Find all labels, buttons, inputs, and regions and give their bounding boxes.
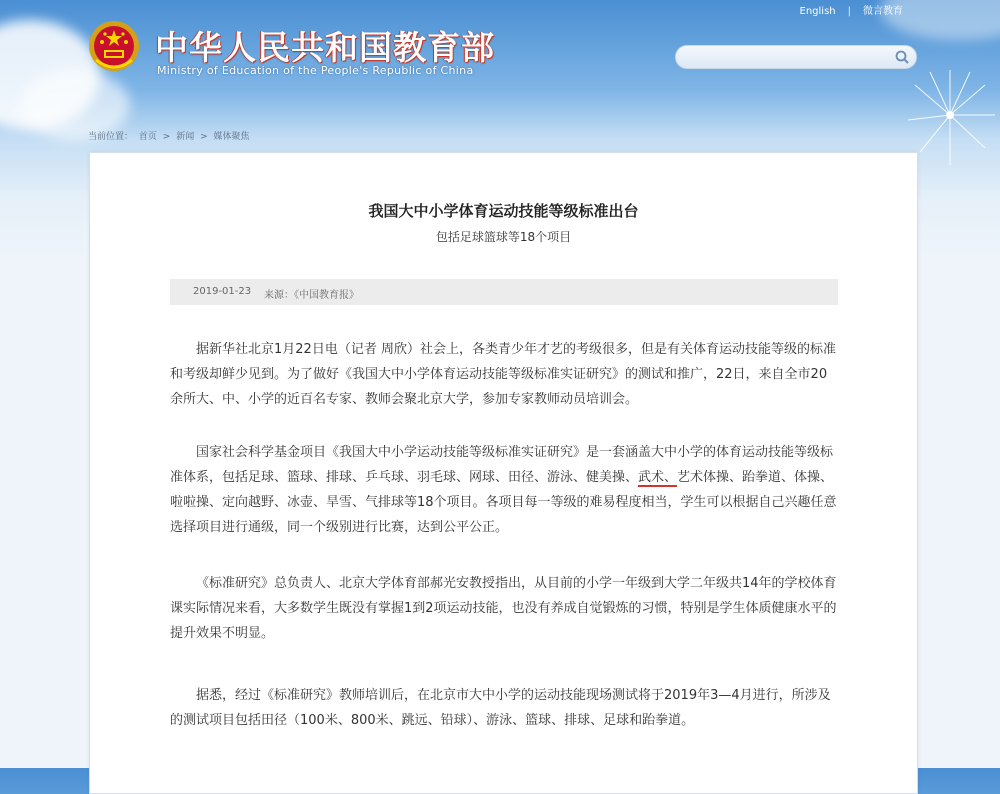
site-header [0, 0, 1000, 150]
breadcrumb-media-focus[interactable]: 媒体聚焦 [213, 132, 250, 142]
paragraph-text: 国家社会科学基金项目《我国大中小学运动技能等级标准实证研究》是一套涵盖大中小学的体育运动技能等级标准体系，包括足球、篮球、排球、乒乓球、羽毛球、网球、田径、游泳、健美操、 [170, 445, 834, 485]
article-subtitle: 包括足球篮球等18个项目 [435, 230, 572, 244]
article-title: 我国大中小学体育运动技能等级标准出台 [368, 202, 639, 220]
article-paragraph [170, 440, 840, 540]
article-source: 来源：《中国教育报》 [264, 290, 359, 301]
article-paragraph: 《标准研究》总负责人、北京大学体育部郝光安教授指出，从目前的小学一年级到大学二年级共14年的学校体育课实际情况来看，大多数学生既没有掌握1到2项运动技能，也没有养成自觉锻炼的习惯，特别是学生体质健康水平的提升效果不明显。 [170, 576, 837, 641]
weiyan-link[interactable]: 微言教育 [863, 6, 903, 17]
top-links [800, 2, 903, 17]
article-paragraph: 据悉，经过《标准研究》教师培训后，在北京市大中小学的运动技能现场测试将于2019年3—4月进行，所涉及的测试项目包括田径（100米、800米、跳远、铅球）、游泳、篮球、排球、足球和跆拳道。 [170, 688, 831, 728]
divider: | [847, 6, 851, 17]
national-emblem-icon [88, 20, 140, 74]
search-bar [675, 45, 917, 69]
english-link[interactable]: English [799, 6, 836, 17]
paragraph-text: 艺术体操、跆拳道、体操、啦啦操、定向越野、冰壶、旱雪、气排球等18个项目。各项目每一等级的难易程度相当，学生可以根据自己兴趣任意选择项目进行通级，同一个级别进行比赛，达到公平公正。 [170, 470, 837, 535]
article-date: 2019-01-23 [193, 286, 252, 297]
site-title: 中华人民共和国教育部 [155, 28, 495, 67]
article-paragraph: 据新华社北京1月22日电（记者 周欣）社会上，各类青少年才艺的考级很多，但是有关体育运动技能等级的标准和考级却鲜少见到。为了做好《我国大中小学体育运动技能等级标准实证研究》的测试和推广，22日，来自全市20余所大、中、小学的近百名专家、教师会聚北京大学，参加专家教师动员培训会。 [170, 342, 836, 407]
breadcrumb-separator: > [162, 132, 171, 142]
breadcrumb-separator: > [200, 132, 208, 142]
search-input[interactable] [686, 48, 880, 66]
breadcrumb-news[interactable]: 新闻 [176, 132, 195, 142]
breadcrumb-home[interactable]: 首页 [138, 132, 157, 142]
breadcrumb [88, 129, 253, 142]
highlighted-text: 武术、 [638, 470, 678, 485]
site-subtitle-english: Ministry of Education of the People's Republic of China [157, 64, 474, 77]
article-card [89, 152, 918, 794]
breadcrumb-label: 当前位置： [88, 132, 134, 142]
article-meta [170, 279, 838, 305]
